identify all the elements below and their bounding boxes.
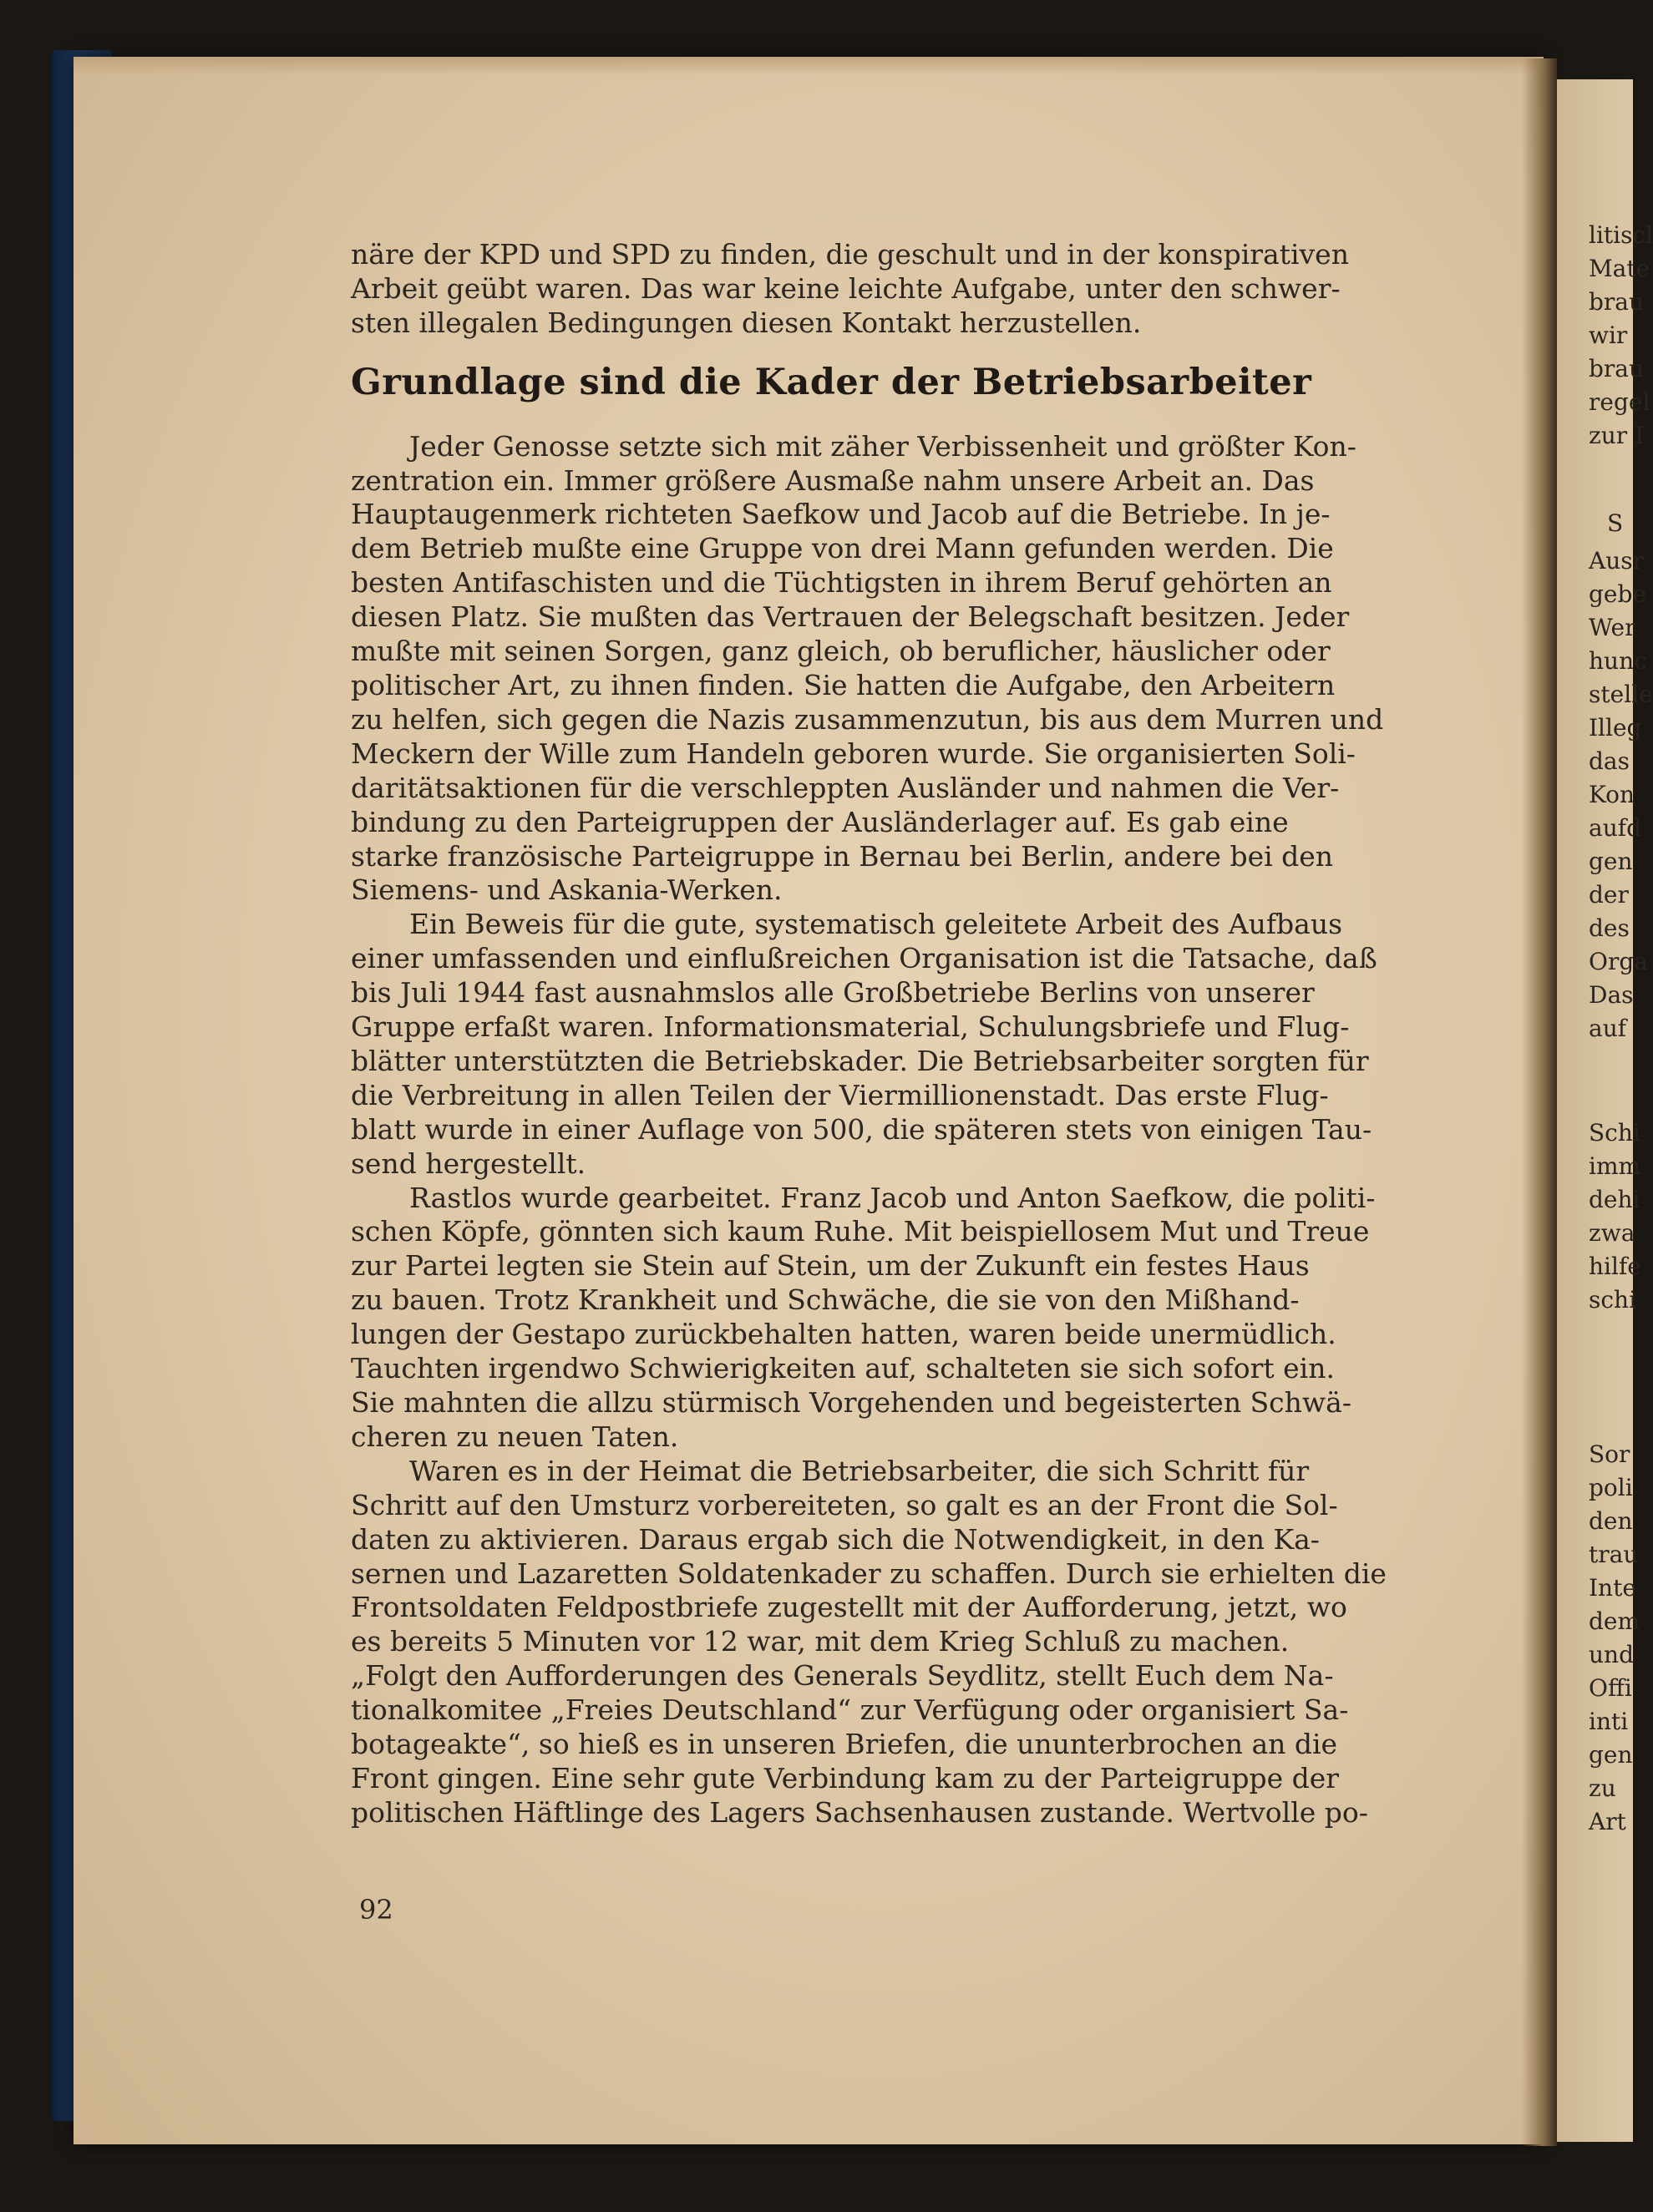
next-page-line: und (1589, 1641, 1634, 1668)
text-line: bis Juli 1944 fast ausnahmslos alle Großbetriebe Berlins von unserer (351, 976, 1315, 1010)
text-line: besten Antifaschisten und die Tüchtigsten in ihrem Beruf gehörten an (351, 566, 1332, 600)
next-page-line: dehi (1589, 1186, 1640, 1213)
text-line: Rastlos wurde gearbeitet. Franz Jacob und Anton Saefkow, die politi- (409, 1181, 1376, 1214)
next-page-line: Schi (1589, 1119, 1640, 1146)
next-page-line: Mate (1589, 255, 1650, 282)
text-line: Frontsoldaten Feldpostbriefe zugestellt mit der Aufforderung, jetzt, wo (351, 1591, 1347, 1624)
paragraph-3 (351, 1182, 1441, 1455)
next-page-line: zur I (1589, 422, 1645, 449)
next-page-line: Illeg (1589, 714, 1642, 742)
next-page-line: hunc (1589, 647, 1647, 675)
text-line: lungen der Gestapo zurückbehalten hatten, waren beide unermüdlich. (351, 1318, 1336, 1351)
next-page-line: trau (1589, 1541, 1639, 1568)
next-page-line: Das (1589, 981, 1634, 1009)
next-page-line: schi (1589, 1286, 1637, 1314)
adjacent-page-fragment (1557, 79, 1653, 2142)
next-page-line: Sor (1589, 1440, 1630, 1468)
text-line: tionalkomitee „Freies Deutschland“ zur Verfügung oder organisiert Sa- (351, 1693, 1349, 1727)
text-line: zentration ein. Immer größere Ausmaße nahm unsere Arbeit an. Das (351, 463, 1315, 497)
text-line: zur Partei legten sie Stein auf Stein, um der Zukunft ein festes Haus (351, 1249, 1310, 1283)
text-line: send hergestellt. (351, 1146, 586, 1180)
text-line: Siemens- und Askania-Werken. (351, 873, 783, 907)
next-page-line: auf (1589, 1015, 1627, 1042)
page-top-edge (74, 57, 1544, 75)
book-gutter (1522, 58, 1557, 2146)
text-line: daritätsaktionen für die verschleppten Ausländer und nahmen die Ver- (351, 771, 1340, 804)
next-page-line: Orga (1589, 948, 1648, 975)
text-line: daten zu aktivieren. Daraus ergab sich die Notwendigkeit, in den Ka- (351, 1522, 1320, 1556)
intro-paragraph (351, 238, 1441, 341)
next-page-line: Art (1589, 1808, 1626, 1835)
next-page-line: poli (1589, 1474, 1633, 1501)
text-line: politischer Art, zu ihnen finden. Sie hatten die Aufgabe, den Arbeitern (351, 668, 1336, 701)
text-line: einer umfassenden und einflußreichen Organisation ist die Tatsache, daß (351, 942, 1377, 975)
page-body (351, 238, 1441, 1830)
paragraph-4 (351, 1455, 1441, 1830)
text-line: Gruppe erfaßt waren. Informationsmaterial, Schulungsbriefe und Flug- (351, 1010, 1350, 1044)
next-page-line: Ausr (1589, 547, 1645, 575)
next-page-line: Offi (1589, 1674, 1632, 1702)
text-line: Meckern der Wille zum Handeln geboren wurde. Sie organisierten Soli- (351, 736, 1356, 770)
text-line: blatt wurde in einer Auflage von 500, die späteren stets von einigen Tau- (351, 1112, 1372, 1146)
text-line: starke französische Parteigruppe in Bernau bei Berlin, andere bei den (351, 839, 1334, 873)
next-page-line: gen (1589, 848, 1633, 875)
paragraph-2 (351, 908, 1441, 1181)
next-page-line: brau (1589, 288, 1645, 316)
text-line: mußte mit seinen Sorgen, ganz gleich, ob beruflicher, häuslicher oder (351, 635, 1331, 668)
text-line: „Folgt den Aufforderungen des Generals Seydlitz, stellt Euch dem Na- (351, 1659, 1334, 1693)
next-page-line: gen (1589, 1741, 1633, 1769)
text-line: Arbeit geübt waren. Das war keine leichte Aufgabe, unter den schwer- (351, 271, 1341, 305)
text-line: bindung zu den Parteigruppen der Ausländerlager auf. Es gab eine (351, 805, 1289, 838)
next-page-line: S (1607, 509, 1624, 537)
next-page-line: imm (1589, 1152, 1641, 1180)
next-page-line: Wer (1589, 614, 1636, 641)
next-page-line: des (1589, 914, 1630, 942)
next-page-line: litiscl (1589, 221, 1653, 249)
next-page-line: brau (1589, 355, 1645, 382)
next-page-line: der (1589, 881, 1629, 909)
text-line: diesen Platz. Sie mußten das Vertrauen der Belegschaft besitzen. Jeder (351, 600, 1350, 634)
section-heading: Grundlage sind die Kader der Betriebsarbeiter (351, 361, 1312, 403)
text-line: die Verbreitung in allen Teilen der Viermillionenstadt. Das erste Flug- (351, 1078, 1329, 1111)
text-line: Jeder Genosse setzte sich mit zäher Verbissenheit und größter Kon- (409, 429, 1356, 463)
next-page-line: gebe (1589, 580, 1646, 608)
text-line: Hauptaugenmerk richteten Saefkow und Jacob auf die Betriebe. In je- (351, 498, 1331, 531)
text-line: dem Betrieb mußte eine Gruppe von drei Mann gefunden werden. Die (351, 532, 1334, 565)
text-line: cheren zu neuen Taten. (351, 1420, 679, 1453)
text-line: Schritt auf den Umsturz vorbereiteten, so galt es an der Front die Sol- (351, 1488, 1338, 1521)
next-page-line: aufd (1589, 814, 1642, 842)
next-page-line: zu (1589, 1774, 1616, 1802)
text-line: es bereits 5 Minuten vor 12 war, mit dem Krieg Schluß zu machen. (351, 1625, 1290, 1658)
text-line: näre der KPD und SPD zu finden, die geschult und in der konspirativen (351, 238, 1349, 271)
text-line: sernen und Lazaretten Soldatenkader zu schaffen. Durch sie erhielten die (351, 1556, 1387, 1590)
next-page-line: regel (1589, 388, 1650, 416)
text-line: zu bauen. Trotz Krankheit und Schwäche, die sie von den Mißhand- (351, 1283, 1300, 1317)
next-page-line: stelle (1589, 681, 1653, 708)
text-line: zu helfen, sich gegen die Nazis zusammenzutun, bis aus dem Murren und (351, 702, 1384, 736)
text-line: Sie mahnten die allzu stürmisch Vorgehenden und begeisterten Schwä- (351, 1386, 1351, 1419)
text-line: blätter unterstützten die Betriebskader. Die Betriebsarbeiter sorgten für (351, 1044, 1369, 1077)
text-line: schen Köpfe, gönnten sich kaum Ruhe. Mit beispiellosem Mut und Treue (351, 1215, 1370, 1248)
text-line: Ein Beweis für die gute, systematisch geleitete Arbeit des Aufbaus (409, 908, 1343, 941)
next-page-line: dem (1589, 1607, 1640, 1635)
next-page-line: Inte (1589, 1574, 1636, 1602)
text-line: politischen Häftlinge des Lagers Sachsenhausen zustande. Wertvolle po- (351, 1795, 1368, 1829)
page-number: 92 (359, 1894, 393, 1926)
text-line: Front gingen. Eine sehr gute Verbindung kam zu der Parteigruppe der (351, 1761, 1340, 1794)
next-page-line: inti (1589, 1708, 1629, 1735)
text-line: sten illegalen Bedingungen diesen Kontakt herzustellen. (351, 306, 1142, 339)
text-line: Tauchten irgendwo Schwierigkeiten auf, schalteten sie sich sofort ein. (351, 1352, 1335, 1385)
paragraph-1 (351, 430, 1441, 909)
text-line: Waren es in der Heimat die Betriebsarbeiter, die sich Schritt für (409, 1454, 1310, 1487)
text-line: botageakte“, so hieß es in unseren Briefen, die ununterbrochen an die (351, 1728, 1338, 1761)
next-page-line: das (1589, 747, 1630, 775)
next-page-line: hilfe (1589, 1253, 1641, 1280)
next-page-line: den (1589, 1507, 1633, 1535)
next-page-line: Kon (1589, 781, 1635, 808)
next-page-line: wir (1589, 321, 1628, 349)
next-page-line: zwa (1589, 1219, 1635, 1247)
